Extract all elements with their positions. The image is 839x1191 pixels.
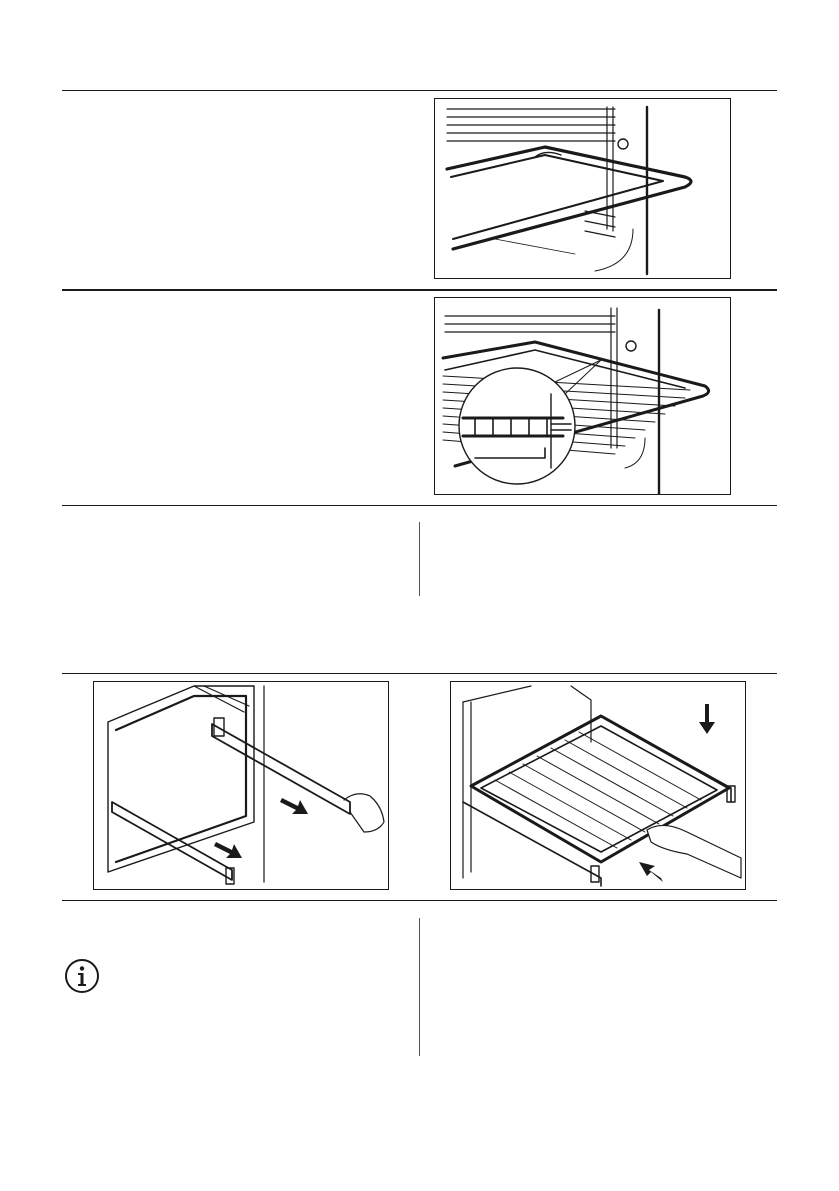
column-divider — [419, 918, 420, 1056]
section-divider — [62, 900, 777, 901]
section-divider — [62, 90, 777, 91]
figure-tray-insert — [434, 98, 731, 279]
section-divider — [62, 505, 777, 506]
column-divider — [419, 522, 420, 596]
figure-grid-insert — [434, 297, 731, 495]
figure-shelf-on-runners — [450, 681, 746, 890]
figure-telescopic-pull-out — [93, 681, 389, 890]
section-divider — [62, 289, 777, 291]
section-divider — [62, 673, 777, 674]
info-icon — [64, 958, 100, 994]
